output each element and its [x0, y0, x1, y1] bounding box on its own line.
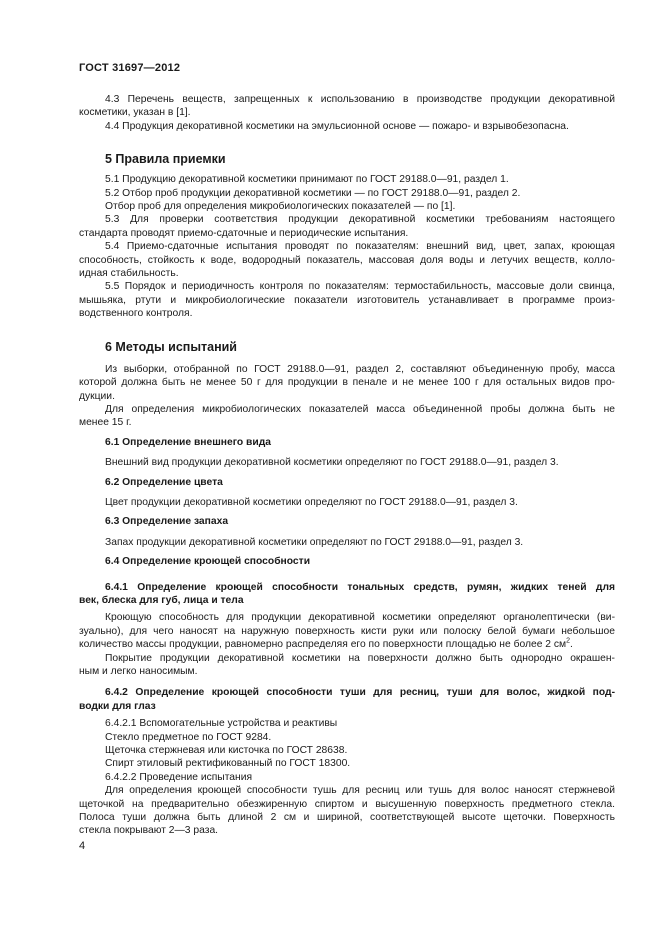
- paragraph-6-intro-line2: которой должна быть не менее 50 г для продукции в пенале и не менее 100 г для остальных видов про-: [79, 377, 615, 389]
- paragraph-5-2: 5.2 Отбор проб продукции декоративной косметики — по ГОСТ 29188.0—91, раздел 2.: [105, 187, 521, 199]
- paragraph-5-5-line2: мышьяка, ртути и микробиологические показатели изготовитель устанавливает в программе произ-: [79, 294, 615, 306]
- document-header: ГОСТ 31697—2012: [79, 62, 181, 74]
- section-6-title: 6 Методы испытаний: [105, 339, 237, 354]
- paragraph-6-4-1-line3: [79, 638, 615, 651]
- paragraph-5-1: 5.1 Продукцию декоративной косметики принимают по ГОСТ 29188.0—91, раздел 1.: [105, 174, 509, 186]
- paragraph-5-5-line3: водственного контроля.: [79, 308, 193, 320]
- paragraph-5-3-line1: 5.3 Для проверки соответствия продукции декоративной косметики требованиям настоящего: [105, 214, 615, 226]
- subsection-6-4-2-title-line1: 6.4.2 Определение кроющей способности туши для ресниц, туши для волос, жидкой под-: [105, 687, 615, 699]
- paragraph-6-4-2-1: 6.4.2.1 Вспомогательные устройства и реактивы: [105, 718, 338, 730]
- paragraph-test-line2: щеточкой на предварительно обезжиренную спиртом и высушенную поверхность предметного стекла.: [79, 798, 615, 810]
- paragraph-6-1: Внешний вид продукции декоративной косметики определяют по ГОСТ 29188.0—91, раздел 3.: [105, 457, 559, 469]
- item-glass: Стекло предметное по ГОСТ 9284.: [105, 731, 272, 743]
- paragraph-test-line3: Полоса туши должна быть длиной 2 см и шириной, соответствующей высоте щеточки. Поверхность: [79, 812, 615, 824]
- paragraph-6-intro-line1: Из выборки, отобранной по ГОСТ 29188.0—91, раздел 2, составляют объединенную пробу, масса: [105, 363, 615, 375]
- subsection-6-4-2-title-line2: водки для глаз: [79, 700, 156, 712]
- paragraph-4-4: 4.4 Продукция декоративной косметики на эмульсионной основе — пожаро- и взрывобезопасна.: [105, 120, 569, 132]
- paragraph-6-4-2-2: 6.4.2.2 Проведение испытания: [105, 771, 253, 783]
- paragraph-test-line4: стекла покрывают 2—3 раза.: [79, 825, 219, 837]
- paragraph-6-3: Запах продукции декоративной косметики определяют по ГОСТ 29188.0—91, раздел 3.: [105, 536, 524, 548]
- paragraph-5-2-b: Отбор проб для определения микробиологических показателей — по [1].: [105, 201, 456, 213]
- paragraph-6-2: Цвет продукции декоративной косметики определяют по ГОСТ 29188.0—91, раздел 3.: [105, 496, 518, 508]
- paragraph-4-3-line2: косметики, указан в [1].: [79, 107, 191, 119]
- subsection-6-4-1-title-line1: 6.4.1 Определение кроющей способности тональных средств, румян, жидких теней для: [105, 581, 615, 593]
- section-5-title: 5 Правила приемки: [105, 152, 226, 167]
- paragraph-6-4-1-line3-end: .: [570, 639, 573, 651]
- paragraph-6-micro-line1: Для определения микробиологических показателей масса объединенной пробы должна быть не: [105, 403, 615, 415]
- paragraph-6-4-1-line3-text: количество массы продукции, равномерно распределяя его по поверхности площадью не более 2 см: [79, 639, 567, 651]
- paragraph-6-4-1-coverage-line1: Покрытие продукции декоративной косметики на поверхности должно быть однородно окрашен-: [105, 652, 615, 664]
- subsection-6-4-title: 6.4 Определение кроющей способности: [105, 556, 311, 568]
- paragraph-6-micro-line2: менее 15 г.: [79, 417, 132, 429]
- document-body: [79, 93, 615, 838]
- paragraph-5-4-line1: 5.4 Приемо-сдаточные испытания проводят по показателям: внешний вид, цвет, запах, кроющая: [105, 241, 615, 253]
- paragraph-6-4-1-coverage-line2: ным и легко наносимым.: [79, 666, 198, 677]
- item-spirit: Спирт этиловый ректификованный по ГОСТ 18300.: [105, 758, 351, 770]
- paragraph-5-5-line1: 5.5 Порядок и периодичность контроля по показателям: термостабильность, массовые доли свинца,: [105, 281, 615, 293]
- paragraph-5-3-line2: стандарта проводят приемо-сдаточные и периодические испытания.: [79, 227, 409, 239]
- paragraph-4-3-line1: 4.3 Перечень веществ, запрещенных к использованию в производстве продукции декоративной: [105, 94, 615, 105]
- paragraph-6-intro-line3: дукции.: [79, 390, 115, 402]
- subsection-6-3-title: 6.3 Определение запаха: [105, 516, 229, 528]
- item-brush: Щеточка стержневая или кисточка по ГОСТ 28638.: [105, 745, 348, 757]
- subsection-6-2-title: 6.2 Определение цвета: [105, 476, 223, 488]
- superscript-2: 2: [566, 637, 571, 645]
- subsection-6-1-title: 6.1 Определение внешнего вида: [105, 436, 271, 448]
- paragraph-5-4-line2: способность, стойкость к воде, водородный показатель, массовая доля воды и летучих веществ, колло-: [79, 254, 615, 266]
- subsection-6-4-1-title-line2: век, блеска для губ, лица и тела: [79, 594, 244, 606]
- paragraph-test-line1: Для определения кроющей способности тушь для ресниц или тушь для волос наносят стержневой: [105, 785, 615, 797]
- paragraph-6-4-1-line2: зуально), для чего наносят на наружную поверхность кисти руки или полоску белой бумаги небольшое: [79, 625, 615, 637]
- paragraph-6-4-1-line1: Кроющую способность для продукции декоративной косметики определяют органолептически (ви-: [105, 612, 615, 624]
- paragraph-5-4-line3: идная стабильность.: [79, 268, 179, 280]
- page-number: 4: [79, 840, 86, 852]
